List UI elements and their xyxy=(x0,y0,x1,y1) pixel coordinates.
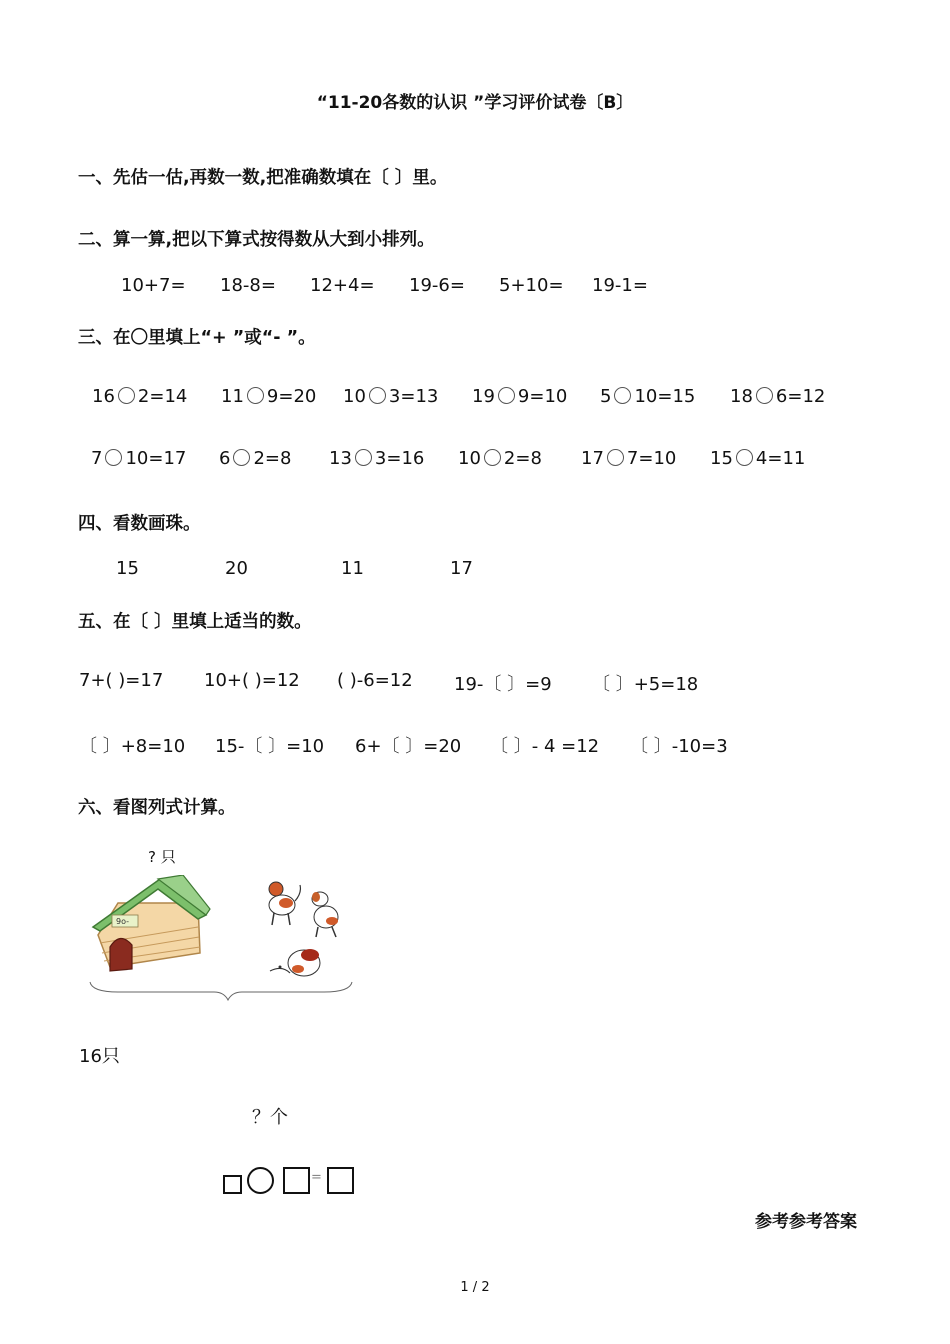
fill-equation[interactable]: 6+〔 〕=20 xyxy=(355,736,462,757)
operand: 7 xyxy=(91,448,103,469)
dogs-illustration xyxy=(262,875,357,987)
operand: 5 xyxy=(600,386,612,407)
operand: 9=20 xyxy=(266,386,317,407)
operand: 3=16 xyxy=(374,448,425,469)
brace-line xyxy=(90,982,352,1000)
section-5-heading: 五、在〔 〕里填上适当的数。 xyxy=(78,612,312,632)
expression: 5+10= xyxy=(499,275,564,296)
operator-circle[interactable] xyxy=(369,387,386,404)
section-3-heading: 三、在〇里填上“+ ”或“- ”。 xyxy=(78,328,316,348)
circle-equation xyxy=(581,448,676,469)
bead-number: 11 xyxy=(341,558,364,579)
expression: 12+4= xyxy=(310,275,375,296)
operand: 18 xyxy=(730,386,753,407)
operand: 9=10 xyxy=(517,386,568,407)
operator-circle[interactable] xyxy=(498,387,515,404)
operand: 6=12 xyxy=(775,386,826,407)
operand: 16 xyxy=(92,386,115,407)
operand: 19 xyxy=(472,386,495,407)
equals-sign: = xyxy=(311,1170,322,1185)
circle-equation xyxy=(329,448,424,469)
operand: 10=15 xyxy=(634,386,696,407)
fill-equation[interactable]: 〔 〕+5=18 xyxy=(592,674,699,695)
operator-circle[interactable] xyxy=(614,387,631,404)
operand: 2=8 xyxy=(253,448,292,469)
circle-equation xyxy=(600,386,695,407)
operator-circle[interactable] xyxy=(355,449,372,466)
question-label-2: ？个 xyxy=(252,1107,288,1128)
fill-equation[interactable]: 19-〔 〕=9 xyxy=(454,674,552,695)
page-number: 1 / 2 xyxy=(460,1280,490,1295)
house-door xyxy=(110,938,132,971)
operand: 3=13 xyxy=(388,386,439,407)
bead-number: 17 xyxy=(450,558,473,579)
operator-circle[interactable] xyxy=(118,387,135,404)
answer-heading: 参考参考答案 xyxy=(755,1212,857,1232)
section-6-heading: 六、看图列式计算。 xyxy=(78,798,236,818)
operator-circle[interactable] xyxy=(233,449,250,466)
operator-circle[interactable] xyxy=(756,387,773,404)
bead-number: 15 xyxy=(116,558,139,579)
operand: 2=8 xyxy=(503,448,542,469)
operator-circle[interactable] xyxy=(247,1167,274,1194)
fill-equation[interactable]: 〔 〕+8=10 xyxy=(79,736,186,757)
operator-circle[interactable] xyxy=(607,449,624,466)
page-title: “11-20各数的认识 ”学习评价试卷〔B〕 xyxy=(316,93,634,113)
operator-circle[interactable] xyxy=(105,449,122,466)
operand: 11 xyxy=(221,386,244,407)
operator-circle[interactable] xyxy=(484,449,501,466)
fill-equation[interactable]: 7+( )=17 xyxy=(79,670,164,691)
fill-equation[interactable]: 10+( )=12 xyxy=(204,670,300,691)
dog-house-illustration xyxy=(88,875,213,975)
question-label: ? 只 xyxy=(148,848,176,866)
circle-equation xyxy=(710,448,805,469)
operand: 4=11 xyxy=(755,448,806,469)
operand: 10 xyxy=(343,386,366,407)
operand: 2=14 xyxy=(137,386,188,407)
circle-equation xyxy=(730,386,825,407)
dog-icon xyxy=(312,892,338,937)
circle-equation xyxy=(91,448,186,469)
operand: 10=17 xyxy=(125,448,187,469)
fill-equation[interactable]: 15-〔 〕=10 xyxy=(215,736,325,757)
total-label: 16只 xyxy=(79,1046,120,1067)
circle-equation xyxy=(219,448,291,469)
circle-equation xyxy=(343,386,438,407)
fill-equation[interactable]: 〔 〕- 4 =12 xyxy=(490,736,600,757)
house-sign-text: 9o- xyxy=(116,917,130,926)
fill-equation[interactable]: 〔 〕-10=3 xyxy=(630,736,728,757)
operand: 15 xyxy=(710,448,733,469)
circle-equation xyxy=(472,386,567,407)
section-4-heading: 四、看数画珠。 xyxy=(78,514,201,534)
total-brace xyxy=(88,978,354,1002)
operand: 17 xyxy=(581,448,604,469)
dog-icon xyxy=(270,949,320,976)
operand: 13 xyxy=(329,448,352,469)
answer-box[interactable] xyxy=(327,1167,354,1194)
answer-box[interactable] xyxy=(283,1167,310,1194)
fill-equation[interactable]: ( )-6=12 xyxy=(337,670,413,691)
answer-box[interactable] xyxy=(223,1175,242,1194)
operator-circle[interactable] xyxy=(247,387,264,404)
dog-icon xyxy=(269,882,300,925)
section-1-heading: 一、先估一估,再数一数,把准确数填在〔 〕里。 xyxy=(78,168,448,188)
expression: 10+7= xyxy=(121,275,186,296)
circle-equation xyxy=(458,448,542,469)
operator-circle[interactable] xyxy=(736,449,753,466)
circle-equation xyxy=(92,386,187,407)
expression: 18-8= xyxy=(220,275,276,296)
expression: 19-6= xyxy=(409,275,465,296)
operand: 6 xyxy=(219,448,231,469)
section-2-heading: 二、算一算,把以下算式按得数从大到小排列。 xyxy=(78,230,435,250)
operand: 7=10 xyxy=(626,448,677,469)
operand: 10 xyxy=(458,448,481,469)
expression: 19-1= xyxy=(592,275,648,296)
bead-number: 20 xyxy=(225,558,248,579)
circle-equation xyxy=(221,386,316,407)
